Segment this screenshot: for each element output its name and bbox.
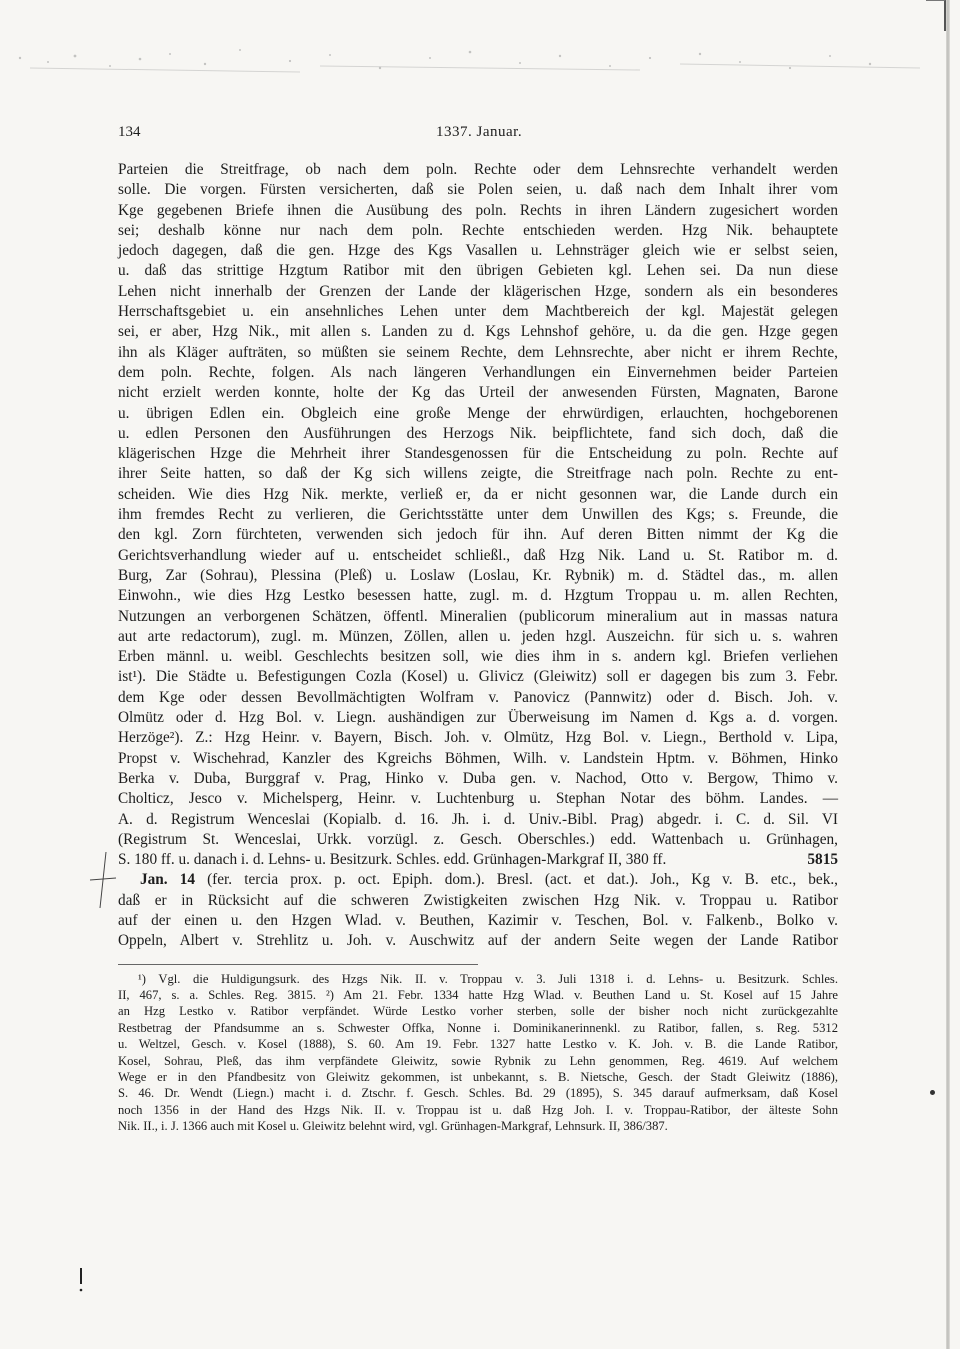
running-head: 1337. Januar. [436,124,523,140]
page-number: 134 [118,124,141,140]
page-header [118,124,838,146]
footnote-line: Restbetrag der Pfandsumme an s. Schwester Offka, Nonne i. Dominikanerinnenkl. zu Ratibor, fallen, s. Reg. 5312 [118,1020,838,1035]
entry-heading-text: (fer. tercia prox. p. oct. Epiph. dom.). Bresl. (act. et dat.). Joh., Kg v. B. etc., bek., [207,871,839,889]
text-line: Gerichtsverhandlung wieder auf u. entscheidet schließl., daß Hzg Nik. Land u. St. Ratibor m. d. [118,546,838,564]
text-line: Propst v. Wischehrad, Kanzler des Kgreichs Böhmen, Wilh. v. Landstein Hptm. v. Böhmen, Hinko [118,749,838,767]
footnote-line: II, 467, s. a. Schles. Reg. 3815. ²) Am 21. Febr. 1334 hatte Hzg Wlad. v. Beuthen Land u. St. Kosel auf 15 Jahre [118,987,838,1002]
footnote-line: noch 1356 in der Hand des Hzgs Nik. II. v. Troppau ist u. daß Hzg Joh. I. v. Troppau-Ratibor, der älteste Sohn [118,1102,838,1117]
text-line: aut arte redactorum), zugl. m. Münzen, Zöllen, allen u. jeden hzgl. Auszeichn. für sich u. s. wahren [118,627,838,645]
footnotes [118,971,838,1135]
text-line: Herzöge²). Z.: Hzg Heinr. v. Bayern, Bisch. Joh. v. Olmütz, Hzg Bol. v. Liegn., Berthold v. Lipa, [118,729,838,747]
text-line: sei, er aber, Hzg Nik., mit allen s. Landen zu d. Kgs Lehnshof gehöre, u. da die gen. Hzge gegen [118,323,838,341]
scan-edge-mark [926,0,946,31]
text-line: u. daß das strittige Hzgtum Ratibor mit den übrigen Gebieten kgl. Lehen sei. Da nun diese [118,262,838,280]
text-line: scheiden. Wie dies Hzg Nik. merkte, verließ er, da er nicht gesonnen war, die Lande durch ein [118,485,838,503]
text-line: A. d. Registrum Wenceslai (Kopialb. d. 16. Jh. i. d. Univ.-Bibl. Prag) abgedr. i. C. d. Sil. VI [118,810,838,828]
text-line: Lehen nicht innerhalb der Grenzen der Lande der klägerischen Hzge, sondern als ein besonderes [118,282,838,300]
footnote-line: ¹) Vgl. die Huldigungsurk. des Hzgs Nik. II. v. Troppau v. 3. Juli 1318 i. d. Lehns- u. Besitzurk. Schles. [138,971,838,986]
text-line: solle. Die vorgen. Fürsten versicherten, daß sie Polen seien, u. daß nach dem Inhalt ihrer vom [118,181,838,199]
text-line: u. edlen Personen den Ausführungen des Herzogs Nik. beipflichtete, fand sich doch, daß die [118,424,838,442]
margin-annotation-mark [88,850,118,910]
text-line: sei; deshalb könne nur nach dem poln. Rechte entschieden werden. Hzg Nik. behauptete [118,221,838,239]
text-line: (Registrum St. Wenceslai, Urkk. vorzügl. z. Gesch. Oberschles.) edd. Wattenbach u. Grünhagen, [118,830,838,848]
text-line: Burg, Zar (Sohrau), Plessina (Pleß) u. Loslaw (Loslau, Kr. Rybnik) m. d. Städtel das., m. allen [118,566,838,584]
text-line: u. übrigen Edlen ein. Obgleich eine große Menge der ehrwürdigen, erlauchten, hochgeborenen [118,404,838,422]
text-line: Olmütz oder d. Hzg Bol. v. Liegn. aushändigen zur Überweisung im Namen d. Kgs a. d. vorgen. [118,709,838,727]
scan-noise-band [0,28,960,98]
text-line: dem Kge oder dessen Bevollmächtigten Wolfram v. Panovicz (Pannwitz) oder d. Bisch. Joh. v. [118,688,838,706]
text-line: Nutzungen an verborgenen Schätzen, öffentl. Mineralien (publicorum mineralium aut in massas natura [118,607,838,625]
text-line: ihrer Seite hatten, so daß der Kg sich willens zeigte, die Streitfrage nach poln. Rechte zu ent- [118,465,838,483]
text-line: den kgl. Zorn fürchteten, verwenden sich jedoch für ihn. Auf deren Bitten nimmt der Kg die [118,526,838,544]
entry-date: Jan. 14 [140,871,195,889]
footnote-line: an Hzg Lestko v. Ratibor verpfändet. Würde Lestko vorher sterben, solle der bisher noch nicht zurückgezahlte [118,1004,838,1019]
main-text [118,160,838,952]
text-line: Herrschaftsgebiet u. ein ansehnliches Lehen unter dem Machtbereich der kgl. Majestät gelegen [118,303,838,321]
text-line: daß er in Rücksicht auf die schweren Zwistigkeiten zwischen Hzg Nik. v. Troppau u. Ratibor [118,891,838,909]
text-line: Kge gegebenen Briefe ihnen die Ausübung des poln. Rechts in ihren Ländern zugesichert worden [118,201,838,219]
text-line: Berka v. Duba, Burggraf v. Prag, Hinko v. Duba gen. v. Nachod, Otto v. Bergow, Thimo v. [118,769,838,787]
text-line: Einwohn., wie dies Hzg Lestko besessen hatte, zugl. m. d. Hzgtum Troppau u. m. allen Rechten, [118,587,838,605]
text-line: auf der einen u. den Hzgen Wlad. v. Beuthen, Kazimir v. Teschen, Bol. v. Falkenb., Bolko v. [118,911,838,929]
text-line: ihn als Kläger aufträten, so müßten sie seinem Rechte, dem Lehnsrechte, aber nicht er ihrem Rechte, [118,343,838,361]
text-line: klägerischen Hzge die Mehrheit ihrer Standesgenossen für die Entscheidung zu poln. Rechte auf [118,445,838,463]
text-line: Oppeln, Albert v. Strehlitz u. Joh. v. Auschwitz auf der andern Seite wegen der Lande Ratibor [118,932,838,950]
footnote-line: Wege er in den Pfandbesitz von Gleiwitz gekommen, ist unbekannt, s. B. Nietsche, Gesch. der Stadt Gleiwitz (1886), [118,1070,838,1085]
source-citation: S. 180 ff. u. danach i. d. Lehns- u. Besitzurk. Schles. edd. Grünhagen-Markgraf II, 380 ff. [118,851,667,869]
text-line: dem poln. Rechte, folgen. Als nach längeren Verhandlungen ein Einvernehmen beider Parteien [118,363,838,381]
footnote-line: u. Weltzel, Gesch. v. Kosel (1888), S. 60. Am 19. Febr. 1327 hatte Lestko v. K. Joh. v. B. die Lande Ratibor, [118,1037,838,1052]
regest-number: 5815 [807,851,838,869]
footnote-rule [118,964,478,965]
document-page [118,124,838,1135]
text-line: Erben männl. u. weibl. Geschlechts besitzen soll, wie dies ihm in s. andern kgl. Briefen verliehen [118,648,838,666]
text-line: nicht erzielt werden konnte, holte der Kg das Urteil der anwesenden Fürsten, Magnaten, Barone [118,384,838,402]
scan-page-edge [946,0,950,1349]
text-line: jedoch dagegen, daß die gen. Hzge des Kgs Vasallen u. Lehnsträger gleich wie er selbst seien, [118,242,838,260]
footnote-line: S. 46. Dr. Wendt (Liegn.) macht i. d. Ztschr. f. Gesch. Schles. Bd. 29 (1895), S. 345 darauf aufmerksam, daß Kosel [118,1086,838,1101]
entry-first-line [118,870,838,890]
text-line: Parteien die Streitfrage, ob nach dem poln. Rechte oder dem Lehnsrechte verhandelt werden [118,161,838,178]
source-line [118,850,838,870]
margin-dot-mark [930,1090,935,1095]
footnote-line: Kosel, Sohrau, Pleß, das ihm verpfändete Gleiwitz, sowie Rybnik zu Lehn genommen, Reg. 4619. Auf welchem [118,1053,838,1068]
text-line: ist¹). Die Städte u. Befestigungen Cozla (Kosel) u. Glivicz (Gleiwitz) soll er dagegen bis zum 3. Febr. [118,668,838,686]
footnote-line: Nik. II., i. J. 1366 auch mit Kosel u. Gleiwitz belehnt wird, vgl. Grünhagen-Markgraf, Lehnsurk. II, 386/387. [118,1119,668,1134]
text-line: Cholticz, Jesco v. Michelsperg, Heinr. v. Luchtenburg u. Stephan Notar des böhm. Landes. — [118,790,838,808]
margin-tick-mark [78,1268,84,1294]
text-line: ihm fremdes Recht zu verlieren, die Gerichtsstätte unter dem Unwillen des Kgs; s. Freunde, die [118,506,838,524]
